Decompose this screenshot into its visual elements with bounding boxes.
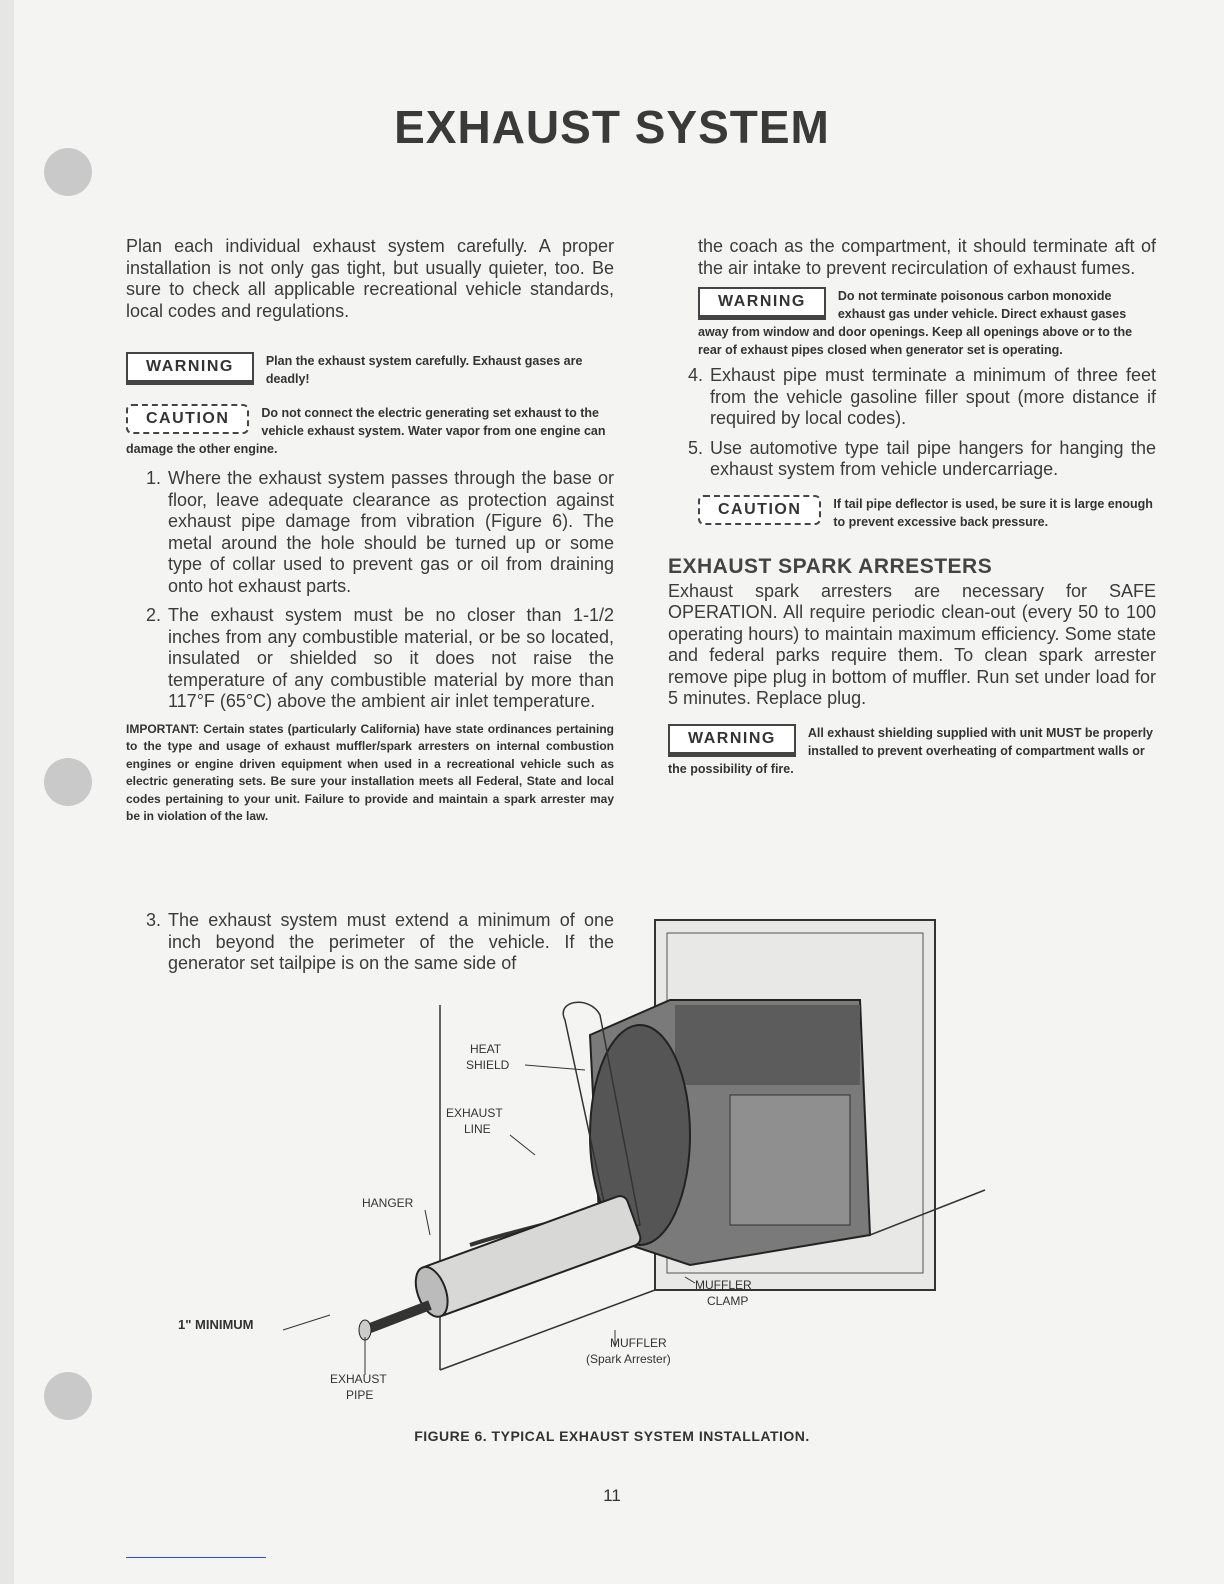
caution-text: If tail pipe deflector is used, be sure it is large enough to prevent excessive back pressure.: [833, 496, 1153, 529]
punch-hole-top: [44, 148, 92, 196]
warning-text: All exhaust shielding supplied with unit MUST be properly installed to prevent overheating of compartment walls or the possibility of fire.: [668, 725, 1153, 776]
intro-paragraph: Plan each individual exhaust system carefully. A proper installation is not only gas tight, but usually quieter, too. Be sure to check all applicable recreational vehicle standards, local codes and regulations.: [126, 236, 614, 321]
punch-hole-bottom: [44, 1372, 92, 1420]
bottom-rule: [126, 1557, 266, 1558]
leader-line: [425, 1210, 430, 1235]
label-exhaust-line-1: EXHAUST: [446, 1106, 503, 1120]
warning-badge: WARNING: [126, 352, 254, 385]
label-muffler-clamp-1: MUFFLER: [695, 1278, 752, 1292]
exhaust-installation-figure: [170, 905, 1000, 1415]
right-column: [668, 236, 1156, 778]
warning-badge: WARNING: [698, 287, 826, 320]
list-item: 2. The exhaust system must be no closer than 1-1/2 inches from any combustible material, or be so located, insulated or shielded so it does not raise the temperature of any combustible material by more than 117°F (65°C) above the ambient air inlet temperature.: [166, 605, 614, 713]
warning-notice-1: [126, 352, 614, 388]
punch-hole-middle: [44, 758, 92, 806]
warning-notice-3: [668, 724, 1156, 778]
label-hanger: HANGER: [362, 1196, 414, 1210]
spark-arresters-heading: EXHAUST SPARK ARRESTERS: [668, 554, 993, 578]
label-heat-shield-1: HEAT: [470, 1042, 502, 1056]
generator-top: [675, 1005, 860, 1085]
list-item-3-continued: the coach as the compartment, it should terminate aft of the air intake to prevent recirculation of exhaust fumes.: [698, 236, 1156, 278]
caution-notice-2: [668, 495, 1156, 531]
warning-text: Plan the exhaust system carefully. Exhaust gases are deadly!: [265, 354, 583, 386]
label-minimum: 1" MINIMUM: [178, 1317, 254, 1332]
label-muffler-2: (Spark Arrester): [586, 1352, 671, 1366]
important-notice: IMPORTANT: Certain states (particularly California) have state ordinances pertaining to the type and usage of exhaust muffler/spark arresters on internal combustion engines or engine driven equipment when used in a recreational vehicle such as electric generating sets. Be sure your installation meets all Federal, State and local codes pertaining to your unit. Failure to provide and maintain a spark arrester may be in violation of the law.: [126, 721, 614, 824]
exhaust-pipe: [365, 1305, 430, 1330]
figure-caption: FIGURE 6. TYPICAL EXHAUST SYSTEM INSTALLATION.: [414, 1428, 810, 1444]
leader-line: [525, 1065, 585, 1070]
label-muffler-1: MUFFLER: [610, 1336, 667, 1350]
caution-badge: CAUTION: [126, 404, 249, 434]
left-column: [126, 236, 614, 826]
leader-line: [510, 1135, 535, 1155]
list-item: 4. Exhaust pipe must terminate a minimum of three feet from the vehicle gasoline filler spout (more distance if required by local codes).: [708, 365, 1156, 430]
list-item: 5. Use automotive type tail pipe hangers for hanging the exhaust system from vehicle undercarriage.: [708, 438, 1156, 481]
list-item: 1. Where the exhaust system passes through the base or floor, leave adequate clearance as protection against exhaust pipe damage from vibration (Figure 6). The metal around the hole should be turned up or some type of collar used to prevent gas or oil from draining onto hot exhaust parts.: [166, 468, 614, 597]
list-item: 3. The exhaust system must extend a minimum of one inch beyond the perimeter of the vehicle. If the generator set tailpipe is on the same side of: [166, 910, 614, 975]
caution-text: Do not connect the electric generating set exhaust to the vehicle exhaust system. Water vapor from one engine can damage the other engine.: [126, 406, 606, 456]
warning-text: Do not terminate poisonous carbon monoxide exhaust gas under vehicle. Direct exhaust gases away from window and door openings. Keep all openings above or to the rear of exhaust pipes closed when generator set is operating.: [698, 289, 1133, 357]
label-exhaust-pipe-2: PIPE: [346, 1388, 374, 1402]
muffler: [410, 1194, 643, 1321]
label-heat-shield-2: SHIELD: [466, 1058, 510, 1072]
spark-arresters-text: Exhaust spark arresters are necessary for SAFE OPERATION. All require periodic clean-out (every 50 to 100 operating hours) to maintain maximum efficiency. Some state and federal parks require them. To clean spark arrester remove pipe plug in bottom of muffler. Run set under load for 5 minutes. Replace plug.: [668, 580, 1156, 708]
page-edge: [0, 0, 14, 1584]
warning-badge: WARNING: [668, 724, 796, 757]
leader-line: [283, 1315, 330, 1330]
warning-notice-2: [668, 287, 1156, 359]
page-number: 11: [603, 1486, 621, 1505]
generator-engine: [730, 1095, 850, 1225]
label-muffler-clamp-2: CLAMP: [707, 1294, 749, 1308]
page-title: EXHAUST SYSTEM: [394, 101, 830, 153]
label-exhaust-pipe-1: EXHAUST: [330, 1372, 387, 1386]
caution-notice-1: [126, 404, 614, 458]
label-exhaust-line-2: LINE: [464, 1122, 491, 1136]
caution-badge: CAUTION: [698, 495, 821, 525]
